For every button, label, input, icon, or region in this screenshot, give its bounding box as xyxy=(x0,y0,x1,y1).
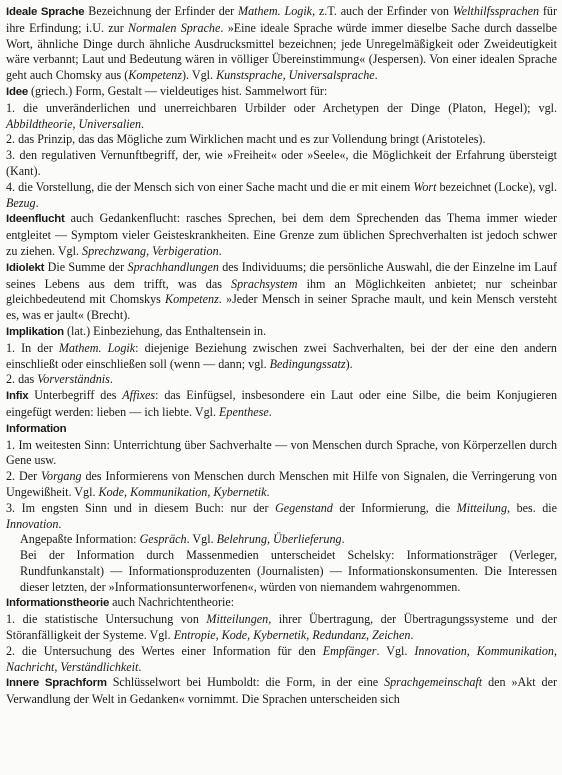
entry-ideenflucht xyxy=(6,211,557,259)
italic-term: Bezug xyxy=(6,195,36,210)
text-run: , ihrer Übertragung, der Übertragungssysteme und der Störanfälligkeit der Systeme. Vgl. xyxy=(6,612,557,643)
text-run: ). Vgl. xyxy=(182,68,217,83)
entry-body xyxy=(6,388,557,419)
text-run: : diejenige Beziehung zwischen zwei Sachverhalten, bei der der eine den andern einschließt oder einschließen soll (wenn — dann; vgl. xyxy=(6,340,557,371)
text-run: des Informierens von Menschen durch Menschen mit Hilfe von Signalen, die Verringerung von Ungewißheit. Vgl. xyxy=(6,469,557,499)
italic-term: Sprachhandlungen xyxy=(127,259,219,274)
italic-term: Gegenstand xyxy=(275,500,333,515)
text-run: ). xyxy=(345,356,353,371)
entry-idee xyxy=(6,84,557,211)
italic-term: Kompetenz xyxy=(165,292,219,307)
italic-term: Epenthese xyxy=(219,404,269,419)
entry-sense xyxy=(6,644,557,676)
entry-note xyxy=(20,532,557,548)
text-run: . xyxy=(141,116,145,131)
entry-lemma: Idee xyxy=(6,85,28,98)
text-run: Bei der Information durch Massenmedien unterscheidet Schelsky: Informationsträger (Verleger, Rundfunkanstalt) — Informationsproduzenten (Journalisten) — Informationskonsumenten. Die Interessen dieser letzten, der »Informationsunterworfenen«, würden von niemandem wahrgenommen. xyxy=(20,548,557,594)
entry-body xyxy=(109,595,234,609)
italic-term: Abbildtheorie, Universalien xyxy=(6,116,142,131)
entry-sense xyxy=(6,148,557,180)
entry-body xyxy=(64,324,266,338)
entry-lemma: Informationstheorie xyxy=(6,597,110,610)
text-run: Die Summe der xyxy=(44,259,128,274)
text-run: 2. das xyxy=(6,372,38,387)
text-run: der Informierung, die xyxy=(332,500,457,515)
text-run: . xyxy=(138,659,142,674)
text-run: . xyxy=(35,195,39,210)
entry-lemma: Idiolekt xyxy=(6,261,45,274)
entry-sense xyxy=(6,101,557,133)
italic-term: Affixes xyxy=(122,388,156,403)
italic-term: Entropie, Kode, Kybernetik, Redundanz, Zeichen xyxy=(173,628,411,643)
text-run: (griech.) Form, Gestalt — vieldeutiges hist. Sammelwort für: xyxy=(28,83,328,98)
italic-term: Vorgang xyxy=(41,469,82,484)
italic-term: Normalen Sprache xyxy=(128,20,221,35)
italic-term: Kunstsprache, Universalsprache xyxy=(216,68,375,83)
italic-term: Vorverständnis xyxy=(37,372,110,387)
text-run: 3. den regulativen Vernunftbegriff, der, wie »Freiheit« oder »Seele«, die Möglichkeit der Erfahrung übersteigt (Kant). xyxy=(6,148,557,178)
text-run: des Individuums; die persönliche Auswahl, die der Einzelne im Lauf seines Lebens aus dem trifft, was das xyxy=(6,259,557,291)
italic-term: Belehrung, Überlieferung xyxy=(216,532,342,547)
italic-term: Gespräch xyxy=(139,532,187,547)
italic-term: Mitteilung xyxy=(456,500,508,515)
text-run: . xyxy=(268,404,272,419)
entry-sense xyxy=(6,469,557,501)
text-run: Schlüsselwort bei Humboldt: die Form, in der eine xyxy=(106,675,385,690)
entry-infix xyxy=(6,388,557,421)
text-run: auch Nachrichtentheorie: xyxy=(109,595,235,610)
text-run: Bezeichnung der Erfinder der xyxy=(84,4,238,18)
text-run: 1. die statistische Untersuchung von xyxy=(6,612,207,627)
entry-ideale-sprache xyxy=(6,4,557,84)
entry-lemma: Innere Sprachform xyxy=(6,677,107,690)
entry-body xyxy=(6,4,557,82)
italic-term: Bedingungssatz xyxy=(269,356,346,371)
text-run: den »Akt der Verwandlung der Welt in Gedanken« vornimmt. Die Sprachen unterscheiden sich xyxy=(6,675,557,707)
text-run: 3. Im engsten Sinn und in diesem Buch: nur der xyxy=(6,500,276,515)
entry-sense xyxy=(6,180,557,212)
text-run: . xyxy=(341,532,345,547)
entry-lemma: Ideenflucht xyxy=(6,213,65,226)
entry-body xyxy=(28,84,327,98)
text-run: : das Einfügsel, insbesondere ein Laut oder eine Silbe, die beim Konjugieren eingefügt werden: lieben — ich liebte. Vgl. xyxy=(6,388,557,419)
entry-body xyxy=(6,211,557,258)
text-run: 1. In der xyxy=(6,340,59,355)
text-run: Unterbegriff des xyxy=(28,388,123,403)
entry-informationstheorie xyxy=(6,595,557,675)
text-run: , z.T. auch der Erfinder von xyxy=(312,4,453,18)
text-run: 4. die Vorstellung, die der Mensch sich von einer Sache macht und die er mit einem xyxy=(6,179,414,194)
text-run: ihm an Möglichkeiten anbietet; nur scheinbar gleichbedeutend mit Chomskys xyxy=(6,276,558,307)
text-run: 2. das Prinzip, das das Mögliche zum Wirklichen macht und es zur Vollendung bringt (Aristoteles). xyxy=(6,132,486,147)
entry-idiolekt xyxy=(6,260,557,324)
text-run: auch Gedankenflucht: rasches Sprechen, bei dem dem Sprechenden das Thema immer wieder entgleitet — Symptom vieler Geisteskrankheiten. Eine Grenze zum üblichen Sprechverhalten ist jedoch schwer zu ziehen. Vgl. xyxy=(6,211,557,258)
italic-term: Sprachsystem xyxy=(231,276,298,291)
italic-term: Sprechzwang, Verbigeration xyxy=(82,243,219,258)
italic-term: Mathem. Logik xyxy=(58,340,136,355)
italic-term: Kode, Kommunikation, Kybernetik xyxy=(98,484,267,499)
text-run: . »Eine ideale Sprache würde immer dieselbe Sache durch dasselbe Wort, ähnliche Dinge durch ähnliche Ausdrucksmittel bezeichnen; jede Unregelmäßigkeit oder Zweideutigkeit wäre verbannt; Laut und Bedeutung wären in völliger Übereinstimmung« (Jespersen). Von einer idealen Sprache geht auch Chomsky aus ( xyxy=(6,20,558,83)
text-run: . xyxy=(374,68,378,83)
entry-sense xyxy=(6,612,557,644)
italic-term: Welthilfssprachen xyxy=(452,4,540,18)
entry-sense xyxy=(6,341,557,373)
italic-term: Innovation xyxy=(6,516,59,531)
text-run: . Vgl. xyxy=(376,643,415,658)
italic-term: Wort xyxy=(413,179,437,194)
entry-implikation xyxy=(6,324,557,388)
text-run: bezeichnet (Locke), vgl. xyxy=(436,179,557,194)
italic-term: Kompetenz xyxy=(128,68,183,83)
entry-sense xyxy=(6,132,557,148)
italic-term: Innovation, Kommunikation, Nachricht, Verständlichkeit xyxy=(6,643,557,674)
text-run: . xyxy=(218,243,222,258)
italic-term: Mathem. Logik xyxy=(238,4,313,18)
entry-innere-sprachform xyxy=(6,675,557,708)
entry-body xyxy=(6,260,557,322)
entry-lemma: Ideale Sprache xyxy=(6,6,85,18)
entry-sense xyxy=(6,438,557,470)
entry-sense xyxy=(6,372,557,388)
text-run: . »Jeder Mensch in seiner Sprache mault, und kein Mensch versteht es, was er jault« (Brecht). xyxy=(6,292,557,323)
text-run: , bes. die xyxy=(507,500,558,515)
text-run: 1. die unveränderlichen und unerreichbaren Urbilder oder Archetypen der Dinge (Platon, Hegel); vgl. xyxy=(6,100,557,115)
entry-lemma: Information xyxy=(6,422,67,435)
entry-information xyxy=(6,421,557,596)
text-run: . xyxy=(109,372,113,387)
text-run: für ihre Erfindung; i.U. zur xyxy=(6,4,557,35)
text-run: 2. Der xyxy=(6,469,42,484)
entry-note xyxy=(20,548,557,595)
text-run: . xyxy=(58,516,62,531)
entry-lemma: Infix xyxy=(6,390,29,403)
text-run: 1. Im weitesten Sinn: Unterrichtung über Sachverhalte — von Menschen durch Sprache, von Körperzellen durch Gene usw. xyxy=(6,437,557,468)
text-run: Angepaßte Information: xyxy=(20,532,140,547)
text-run: . xyxy=(410,628,414,643)
entry-sense xyxy=(6,501,557,533)
text-run: 2. die Untersuchung des Wertes einer Information für den xyxy=(6,643,323,658)
italic-term: Mitteilungen xyxy=(206,612,269,627)
italic-term: Sprachgemeinschaft xyxy=(384,675,483,690)
text-run: . xyxy=(266,484,270,499)
italic-term: Empfänger xyxy=(322,643,377,658)
text-run: . Vgl. xyxy=(186,532,217,547)
text-run: (lat.) Einbeziehung, das Enthaltensein in. xyxy=(63,323,267,338)
entry-lemma: Implikation xyxy=(6,325,64,338)
